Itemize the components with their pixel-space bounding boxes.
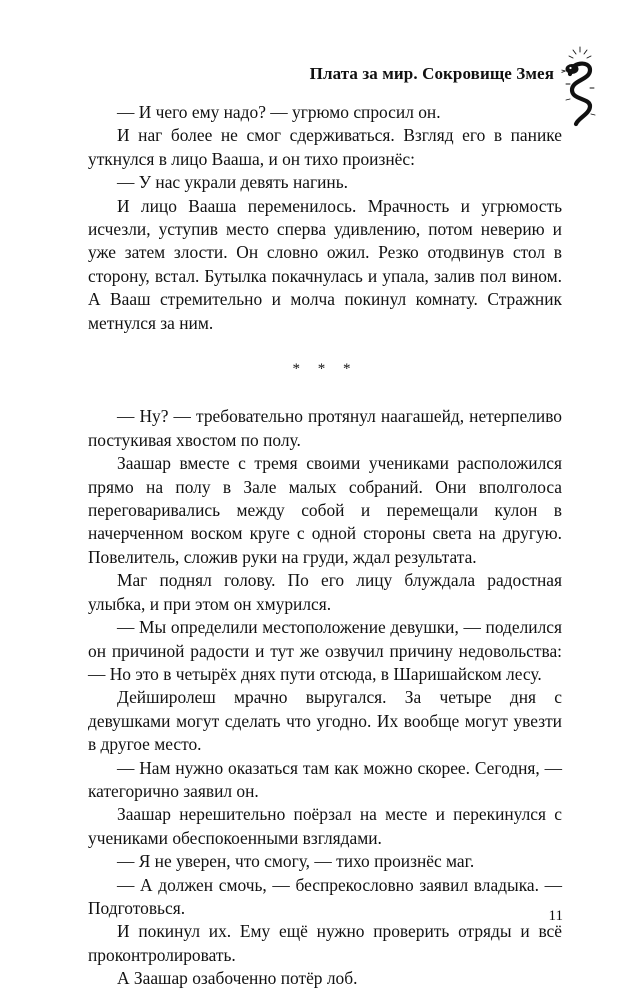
paragraph: Заашар вместе с тремя своими учениками расположился прямо на полу в Зале малых собраний. Они вполголоса переговаривались между собой и перемещали кулон в начерченном воском круге с одной стороны света на другую. Повелитель, сложив руки на груди, ждал результата. <box>88 453 562 567</box>
paragraph: — И чего ему надо? — угрюмо спросил он. <box>117 102 441 122</box>
paragraph: И наг более не смог сдерживаться. Взгляд его в панике уткнулся в лицо Вааша, и он тихо произнёс: <box>88 125 562 169</box>
body-text <box>88 101 562 991</box>
paragraph: Дейширолеш мрачно выругался. За четыре дня с девушками могут сделать что угодно. Их вообще могут увезти в другое место. <box>88 687 562 755</box>
paragraph: А Заашар озабоченно потёр лоб. <box>117 968 358 989</box>
paragraph: И лицо Вааша переменилось. Мрачность и угрюмость исчезли, уступив место сперва удивлению, потом неверию и уже затем злости. Он словно ожил. Резко отодвинув стол в сторону, встал. Бутылка покачнулась и упала, залив пол вином. А Вааш стремительно и молча покинул комнату. Стражник метнулся за ним. <box>88 195 562 333</box>
paragraph: — Нам нужно оказаться там как можно скорее. Сегодня, — категорично заявил он. <box>88 757 562 801</box>
paragraph: И покинул их. Ему ещё нужно проверить отряды и всё проконтролировать. <box>88 921 562 965</box>
paragraph: — А должен смочь, — беспрекословно заявил владыка. — Подготовься. <box>88 874 562 918</box>
running-title: Плата за мир. Сокровище Змея <box>309 64 554 83</box>
paragraph: — Ну? — требовательно протянул наагашейд, нетерпеливо постукивая хвостом по полу. <box>88 406 562 450</box>
section-divider: * * * <box>292 361 358 378</box>
serpent-icon <box>560 44 600 128</box>
paragraph: — У нас украли девять нагинь. <box>117 172 349 193</box>
paragraph: — Мы определили местоположение девушки, — поделился он причиной радости и тут же озвучил причину недовольства: — Но это в четырёх днях пути отсюда, в Шаришайском лесу. <box>88 617 562 684</box>
paragraph: Заашар нерешительно поёрзал на месте и перекинулся с учениками обеспокоенными взглядами. <box>88 804 562 848</box>
page-number: 11 <box>548 908 563 924</box>
paragraph: Маг поднял голову. По его лицу блуждала радостная улыбка, и при этом он хмурился. <box>88 570 562 614</box>
paragraph: — Я не уверен, что смогу, — тихо произнёс маг. <box>117 851 475 872</box>
